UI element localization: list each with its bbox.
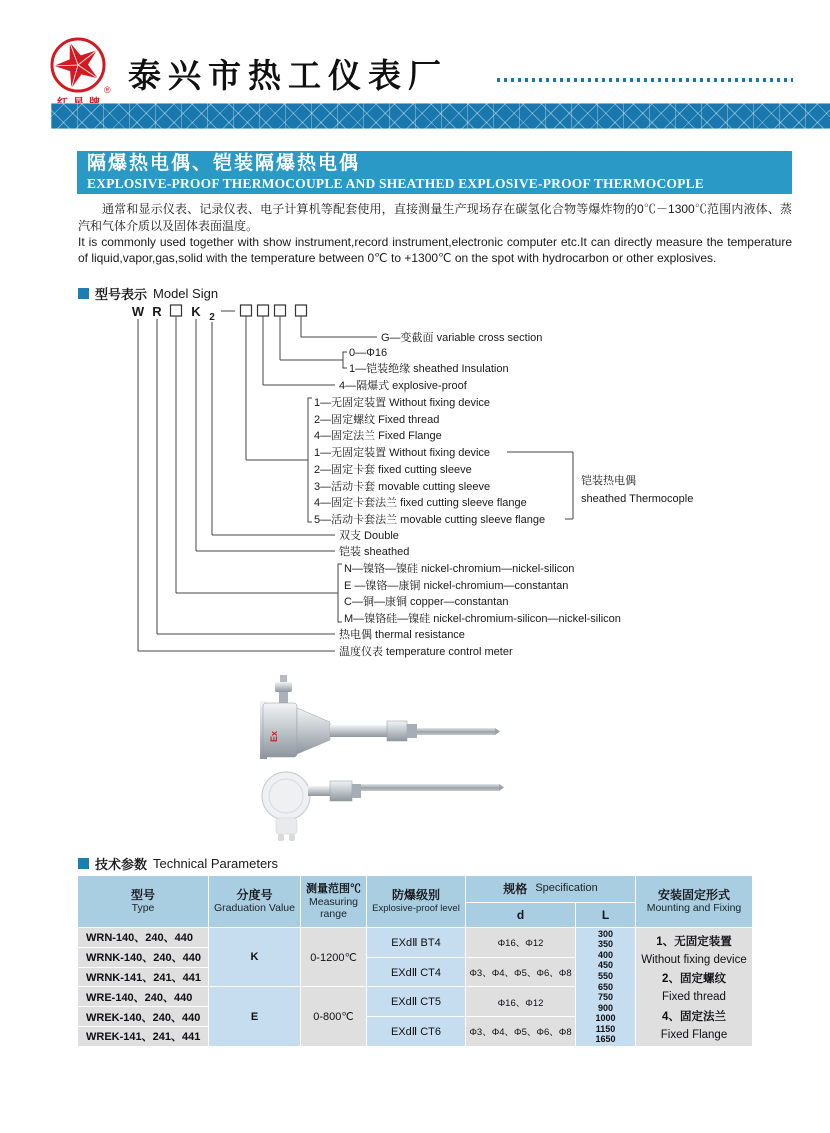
- red-star-logo: [45, 36, 125, 108]
- range-k: 0-1200℃: [301, 928, 366, 986]
- code-box-sensor: [171, 305, 182, 316]
- tech-params-heading: [78, 854, 278, 873]
- model-sign-title-cn: 型号表示: [95, 287, 148, 302]
- explosive-level: EXdⅡ CT6: [367, 1017, 465, 1046]
- d-value: Φ3、Φ4、Φ5、Φ6、Φ8: [466, 958, 575, 987]
- photo-explosive-proof-thermocouple: [260, 675, 500, 759]
- section-square-icon: [78, 288, 89, 299]
- graduation-k: K: [209, 928, 300, 986]
- l-value: 350: [597, 939, 614, 950]
- label-sheathed: 铠装 sheathed: [339, 546, 410, 558]
- label-fix-none: 1—无固定装置 Without fixing device: [314, 397, 491, 409]
- range-e: 0-800℃: [301, 987, 366, 1045]
- col-header-mounting-cn: 安装固定形式: [657, 887, 730, 902]
- col-header-type-en: Type: [131, 901, 155, 914]
- section-square-icon: [78, 858, 89, 869]
- label-copper-constantan: C—铜—康铜 copper—constantan: [344, 596, 509, 608]
- l-value: 900: [597, 1002, 614, 1013]
- code-char-sub2: 2: [209, 312, 215, 323]
- l-value: 400: [597, 949, 614, 960]
- dotted-divider: [497, 78, 793, 82]
- col-header-range: [301, 876, 366, 927]
- model-sign-diagram: [75, 300, 775, 662]
- registered-mark: ®: [104, 85, 111, 95]
- l-value: 300: [597, 928, 614, 939]
- d-value: Φ3、Φ4、Φ5、Φ6、Φ8: [466, 1017, 575, 1046]
- l-value: 550: [597, 971, 614, 982]
- label-sheathed-group-en: sheathed Thermocople: [581, 493, 694, 505]
- mounting-option: Without fixing device: [641, 953, 747, 966]
- label-fixed-cutting-sleeve: 2—固定卡套 fixed cutting sleeve: [314, 464, 472, 476]
- table-row-type: WRE-140、240、440: [78, 987, 208, 1006]
- mounting-option: Fixed Flange: [660, 1028, 728, 1041]
- ex-marking: Ex: [269, 730, 279, 742]
- mounting-option: 4、固定法兰: [662, 1011, 726, 1024]
- tech-params-table: [78, 876, 752, 1046]
- col-header-explosive: [367, 876, 465, 927]
- d-value: Φ16、Φ12: [466, 987, 575, 1016]
- graduation-e: E: [209, 987, 300, 1045]
- code-char-k: K: [191, 304, 201, 319]
- col-header-explosive-cn: 防爆级别: [391, 887, 440, 902]
- intro-paragraph-cn: 通常和显示仪表、记录仪表、电子计算机等配套使用，直接测量生产现场存在碳氢化合物等爆炸物的0℃－1300℃范围内液体、蒸汽和气体介质以及固体表面温度。: [78, 202, 792, 233]
- mounting-option: 2、固定螺纹: [662, 973, 726, 986]
- l-value: 650: [597, 981, 614, 992]
- col-header-range-cn: 测量范围℃: [306, 883, 361, 895]
- label-movable-cutting-sleeve: 3—活动卡套 movable cutting sleeve: [314, 481, 491, 493]
- label-fix-thread: 2—固定螺纹 Fixed thread: [314, 414, 440, 426]
- explosive-level: EXdⅡ BT4: [367, 928, 465, 957]
- table-row-type: WRN-140、240、440: [78, 928, 208, 947]
- label-fix-flange: 4—固定法兰 Fixed Flange: [314, 430, 442, 442]
- label-double: 双支 Double: [339, 530, 399, 542]
- label-phi16: 0—Φ16: [349, 347, 388, 359]
- col-header-graduation-en: Graduation Value: [214, 901, 295, 914]
- l-value: 1150: [595, 1023, 616, 1034]
- table-row-type: WRNK-141、241、441: [78, 968, 208, 987]
- col-header-specification: [466, 876, 635, 902]
- label-nicr-constantan: E —镍铬—康铜 nickel-chromium—constantan: [344, 580, 569, 592]
- photo-sheathed-thermocouple: [262, 772, 504, 841]
- product-title-banner: [77, 151, 792, 194]
- label-sheathed-insulation: 1—铠装绝缘 sheathed Insulation: [349, 363, 509, 375]
- product-photos: [250, 672, 520, 844]
- explosive-level: EXdⅡ CT4: [367, 958, 465, 987]
- tech-params-title-en: Technical Parameters: [153, 856, 279, 871]
- label-nicr-nisi: N—镍铬—镍硅 nickel-chromium—nickel-silicon: [344, 563, 575, 575]
- mounting-option: Fixed thread: [662, 991, 726, 1004]
- intro-paragraph-en: It is commonly used together with show instrument,record instrument,electronic computer etc.It can directly measure the temperature of liquid,vapor,gas,solid with the temperature between 0℃ to +1300℃ on the spot with hydrocarbon or other explosives.: [78, 235, 792, 265]
- l-values: [576, 928, 635, 1046]
- code-box-4: [296, 305, 307, 316]
- col-header-mounting-en: Mounting and Fixing: [646, 901, 742, 914]
- explosive-level: EXdⅡ CT5: [367, 987, 465, 1016]
- tech-params-title-cn: 技术参数: [95, 857, 148, 872]
- col-header-range-en: Measuring range: [308, 896, 359, 920]
- lattice-banner: [51, 103, 830, 129]
- label-movable-cutting-sleeve-flange: 5—活动卡套法兰 movable cutting sleeve flange: [314, 514, 546, 526]
- table-row-type: WREK-141、241、441: [78, 1027, 208, 1046]
- code-char-w: W: [131, 304, 145, 319]
- label-thermocouple: 热电偶 thermal resistance: [339, 629, 465, 641]
- code-box-2: [258, 305, 269, 316]
- label-sheath-fix-none: 1—无固定装置 Without fixing device: [314, 447, 491, 459]
- label-fixed-cutting-sleeve-flange: 4—固定卡套法兰 fixed cutting sleeve flange: [314, 497, 527, 509]
- l-value: 750: [597, 992, 614, 1003]
- label-nicrsi-nisi: M—镍铬硅—镍硅 nickel-chromium-silicon—nickel-silicon: [344, 613, 621, 625]
- label-sheathed-group-cn: 铠装热电偶: [581, 475, 636, 487]
- col-header-spec-en: Specification: [535, 882, 598, 895]
- product-title-en: EXPLOSIVE-PROOF THERMOCOUPLE AND SHEATHED EXPLOSIVE-PROOF THERMOCOPLE: [87, 176, 704, 191]
- label-variable-cross-section: G—变截面 variable cross section: [381, 332, 543, 344]
- col-header-explosive-en: Explosive-proof level: [372, 902, 460, 914]
- table-row-type: WREK-140、240、440: [78, 1007, 208, 1026]
- col-header-type: [78, 876, 208, 927]
- col-header-graduation: [209, 876, 300, 927]
- col-header-type-cn: 型号: [130, 887, 155, 902]
- label-temperature-meter: 温度仪表 temperature control meter: [339, 646, 513, 658]
- mounting-option: 1、无固定装置: [656, 935, 732, 948]
- table-row-type: WRNK-140、240、440: [78, 948, 208, 967]
- code-box-3: [275, 305, 286, 316]
- d-value: Φ16、Φ12: [466, 928, 575, 957]
- code-char-r: R: [152, 304, 162, 319]
- col-header-d-label: d: [516, 907, 525, 922]
- col-header-l-label: L: [601, 907, 610, 922]
- col-header-l: [576, 903, 635, 927]
- product-title-cn: 隔爆热电偶、铠装隔爆热电偶: [87, 153, 361, 174]
- col-header-spec-cn: 规格: [503, 881, 528, 896]
- col-header-d: [466, 903, 575, 927]
- mounting-cell: [636, 928, 752, 1046]
- code-box-1: [241, 305, 252, 316]
- l-value: 450: [597, 960, 614, 971]
- label-explosive-proof-type: 4—隔爆式 explosive-proof: [339, 380, 467, 392]
- col-header-graduation-cn: 分度号: [236, 887, 273, 902]
- l-value: 1000: [595, 1013, 616, 1024]
- factory-name: 泰兴市热工仪表厂: [128, 57, 448, 94]
- l-value: 1650: [595, 1034, 616, 1045]
- col-header-mounting: [636, 876, 752, 927]
- model-sign-title-en: Model Sign: [153, 286, 219, 301]
